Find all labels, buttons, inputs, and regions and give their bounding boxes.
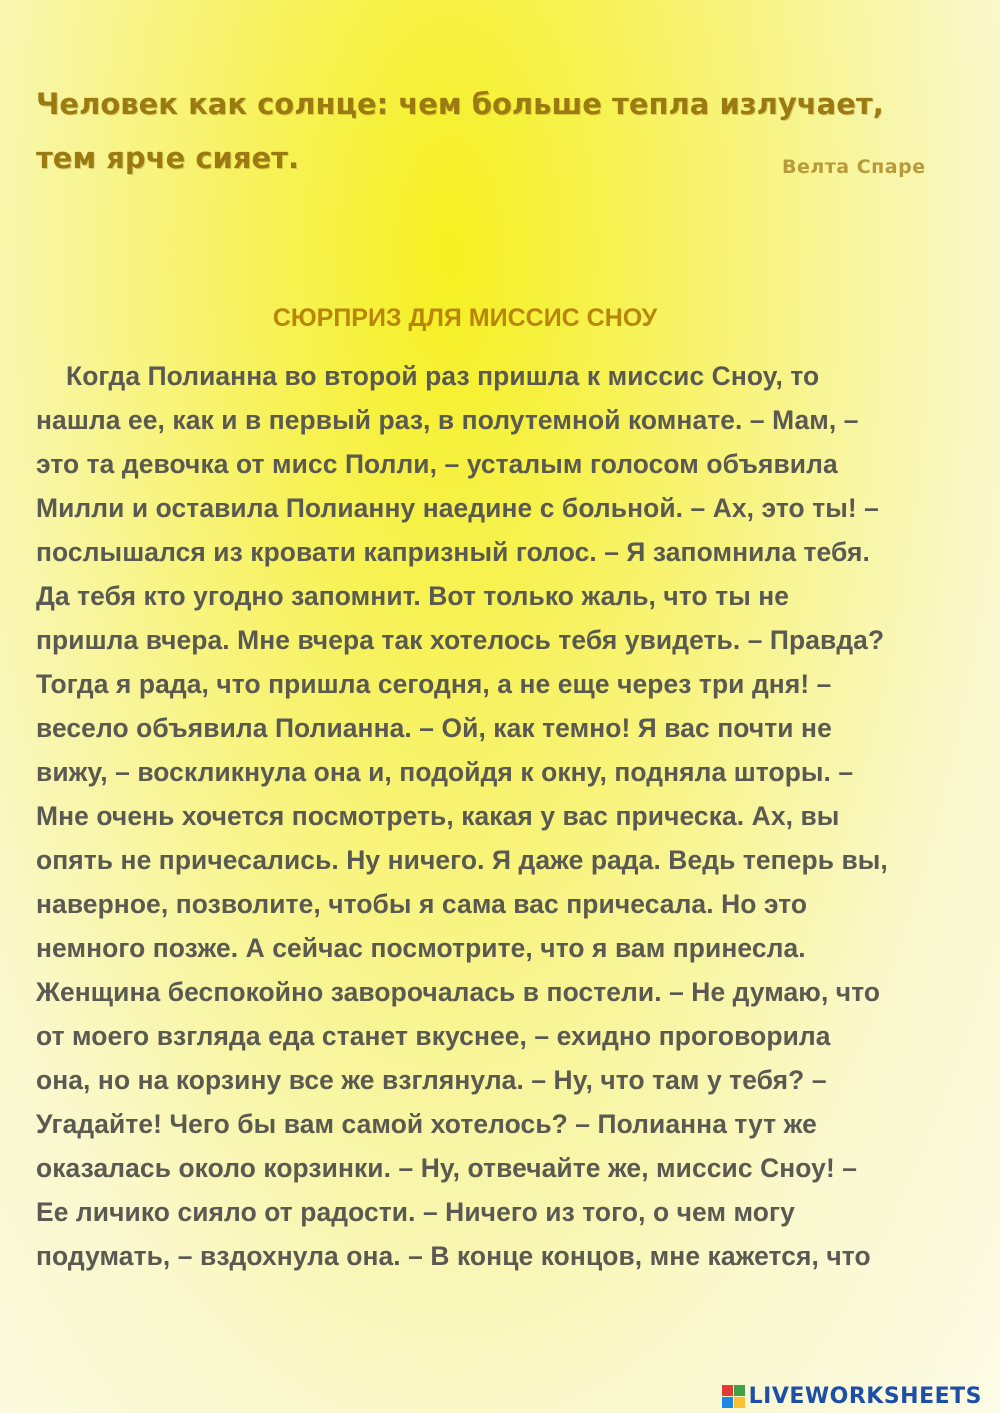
- text-line: Да тебя кто угодно запомнит. Вот только жаль, что ты не: [36, 581, 790, 611]
- liveworksheets-watermark: [722, 1383, 982, 1409]
- text-line: послышался из кровати капризный голос. – Я запомнила тебя.: [36, 537, 870, 567]
- text-line: Ее личико сияло от радости. – Ничего из того, о чем могу: [36, 1197, 795, 1227]
- brand-name: LIVEWORKSHEETS: [748, 1383, 982, 1409]
- text-line: пришла вчера. Мне вчера так хотелось тебя увидеть. – Правда?: [36, 625, 885, 655]
- story-body: [36, 354, 976, 1278]
- text-line: весело объявила Полианна. – Ой, как темно! Я вас почти не: [36, 713, 832, 743]
- text-line: подумать, – вздохнула она. – В конце концов, мне кажется, что: [36, 1241, 871, 1271]
- text-line: она, но на корзину все же взглянула. – Ну, что там у тебя? –: [36, 1065, 827, 1095]
- text-line: оказалась около корзинки. – Ну, отвечайте же, миссис Сноу! –: [36, 1153, 858, 1183]
- story-title-text: СЮРПРИЗ ДЛЯ МИССИС СНОУ: [272, 304, 658, 332]
- text-line: нашла ее, как и в первый раз, в полутемной комнате. – Мам, –: [36, 405, 859, 435]
- text-line: Милли и оставила Полианну наедине с больной. – Ах, это ты! –: [36, 493, 879, 523]
- epigraph-author: Велта Спаре: [782, 156, 926, 178]
- logo-cube: [722, 1397, 733, 1408]
- epigraph-line-2: тем ярче сияет.: [36, 141, 299, 175]
- text-line: вижу, – воскликнула она и, подойдя к окну, подняла шторы. –: [36, 757, 854, 787]
- text-line: Угадайте! Чего бы вам самой хотелось? – Полианна тут же: [36, 1109, 817, 1139]
- text-line: Тогда я рада, что пришла сегодня, а не еще через три дня! –: [36, 669, 832, 699]
- text-line: Когда Полианна во второй раз пришла к миссис Сноу, то: [66, 361, 820, 391]
- logo-cube: [722, 1385, 733, 1396]
- text-line: немного позже. А сейчас посмотрите, что я вам принесла.: [36, 933, 806, 963]
- text-line: от моего взгляда еда станет вкуснее, – ехидно проговорила: [36, 1021, 831, 1051]
- epigraph-line-1: Человек как солнце: чем больше тепла излучает,: [36, 87, 884, 121]
- liveworksheets-logo-icon: [722, 1385, 745, 1408]
- text-line: наверное, позволите, чтобы я сама вас причесала. Но это: [36, 889, 808, 919]
- logo-cube: [734, 1385, 745, 1396]
- text-line: это та девочка от мисс Полли, – усталым голосом объявила: [36, 449, 838, 479]
- logo-cube: [734, 1397, 745, 1408]
- text-line: опять не причесались. Ну ничего. Я даже рада. Ведь теперь вы,: [36, 845, 888, 875]
- text-line: Мне очень хочется посмотреть, какая у вас прическа. Ах, вы: [36, 801, 840, 831]
- story-title: [0, 304, 930, 333]
- text-line: Женщина беспокойно заворочалась в постели. – Не думаю, что: [36, 977, 881, 1007]
